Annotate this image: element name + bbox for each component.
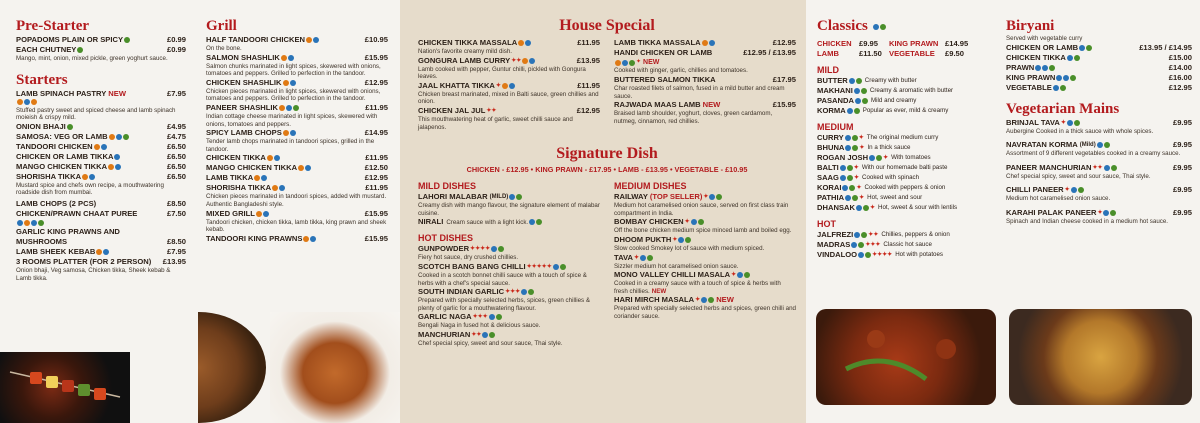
menu-item: JAAL KHATTA TIKKA ✦ £11.95 — [418, 80, 600, 90]
item-description: Chicken pieces marinated in light spices, skewered with onions, tomatoes and peppers. Grilled to perfection in the tandoor. — [206, 87, 381, 103]
subheading-mild: MILD DISHES — [418, 181, 477, 192]
menu-item: CHICKEN/PRAWN CHAAT PUREE £7.50 — [16, 208, 186, 218]
menu-item: TAVA ✦ — [614, 253, 796, 263]
menu-item: SOUTH INDIAN GARLIC ✦✦✦ — [418, 287, 600, 297]
menu-item: CHICKEN TIKKA £15.00 — [1006, 52, 1192, 62]
tandoori-pot-photo — [198, 312, 266, 423]
signature-prices: CHICKEN - £12.95 • KING PRAWN - £17.95 • LAMB - £13.95 • VEGETABLE - £10.95 — [466, 165, 748, 175]
tandoori-chicken-photo — [270, 312, 400, 423]
menu-item: GUNPOWDER ✦✦✦✦ — [418, 244, 600, 254]
menu-item: NIRALI Cream sauce with a light kick. — [418, 217, 600, 227]
menu-item: KING PRAWN £16.00 — [1006, 72, 1192, 82]
item-description: Fiery hot sauce, dry crushed chillies. — [418, 254, 519, 262]
item-description: Medium hot caramelised onion sauce, served on first class train compartment in India. — [614, 202, 789, 217]
item-description: Cooked in a creamy sauce with a touch of spice & herbs with fresh chillies. NEW — [614, 280, 781, 295]
item-description: Braised lamb shoulder, yoghurt, cloves, green cardamom, nutmeg, cinnamon, red chillies. — [614, 110, 773, 125]
menu-item: BOMBAY CHICKEN ✦ — [614, 217, 796, 227]
item-description: Mango, mint, onion, mixed pickle, green yoghurt sauce. — [16, 55, 168, 62]
subheading-medium: MEDIUM DISHES — [614, 181, 687, 192]
menu-item: LAMB TIKKA £12.95 — [206, 173, 388, 183]
item-description: Creamy dish with mango flavour, the signature element of malabar cuisine. — [418, 202, 600, 217]
menu-item: EACH CHUTNEY £0.99 — [16, 45, 186, 54]
item-description: Cooked in a scotch bonnet chilli sauce with a touch of spice & herbs with a chef's special sauce. — [418, 271, 587, 287]
menu-item: RAILWAY (TOP SELLER) ✦ — [614, 192, 796, 202]
menu-item: LAMB CHOPS (2 PCS) £8.50 — [16, 198, 186, 208]
menu-item: MANCHURIAN ✦✦ — [418, 330, 600, 340]
menu-item: CHICKEN JAL JUL ✦✦ £12.95 — [418, 105, 600, 115]
menu-item: NAVRATAN KORMA (Mild) £9.95 — [1006, 140, 1192, 150]
curry-photo — [816, 309, 996, 405]
menu-item: KORAI ✦ Cooked with peppers & onion — [817, 183, 946, 192]
item-description: Chef special spicy, sweet and sour sauce, Thai style. — [418, 339, 563, 347]
menu-item: SHORISHA TIKKA £11.95 — [206, 183, 388, 193]
menu-item: CHICKEN TIKKA MASSALA £11.95 — [418, 38, 600, 47]
menu-item: PASANDA Mild and creamy — [817, 96, 917, 105]
subheading-hot: HOT — [817, 219, 836, 229]
menu-item: JALFREZI ✦✦ Chillies, peppers & onion — [817, 230, 950, 239]
menu-item: 3 ROOMS PLATTER (FOR 2 PERSON) £13.95 — [16, 256, 186, 266]
new-badge: NEW — [643, 59, 660, 67]
item-description: Bengali Naga in fused hot & delicious sauce. — [418, 322, 541, 330]
menu-item: CHICKEN TIKKA £11.95 — [206, 153, 388, 163]
menu-item: SPICY LAMB CHOPS £14.95 — [206, 128, 388, 138]
menu-item: TANDOORI CHICKEN £6.50 — [16, 141, 186, 151]
item-description: Tender lamb chops marinated in tandoori spices, grilled in the tandoor. — [206, 138, 375, 153]
menu-item: BUTTER Creamy with butter — [817, 76, 917, 85]
menu-item: BALTI ✦ With our homemade balti paste — [817, 163, 948, 172]
section-title-vegetarian: Vegetarian Mains — [1006, 100, 1120, 117]
item-description: Aubergine Cooked in a thick sauce with whole spices. — [1006, 127, 1154, 135]
menu-item: GARLIC NAGA ✦✦✦ — [418, 312, 600, 322]
item-description: Cooked with ginger, garlic, chillies and tomatoes. — [614, 67, 748, 75]
menu-item: MAKHANI Creamy & aromatic with butter — [817, 86, 954, 95]
gluten-icon — [31, 99, 37, 105]
item-description: Salmon chunks marinated in light spices, skewered with onions, tomatoes and peppers. Grilled to perfection in the tandoor. — [206, 62, 381, 78]
menu-item: CHICKEN OR LAMB TIKKA £6.50 — [16, 151, 186, 161]
menu-item: SCOTCH BANG BANG CHILLI ✦✦✦✦✦ — [418, 262, 600, 272]
biryani-photo — [1009, 309, 1192, 405]
menu-item: CHILLI PANEER ✦ £9.95 — [1006, 185, 1192, 195]
menu-item: KARAHI PALAK PANEER ✦ £9.95 — [1006, 207, 1192, 217]
menu-item: SAMOSA: VEG OR LAMB £4.75 — [16, 131, 186, 141]
section-title-starters: Starters — [16, 71, 68, 88]
item-description: Chicken pieces marinated in tandoori spices, added with mustard. Authentic Bangladeshi style. — [206, 193, 387, 208]
menu-item: PATHIA ✦ Hot, sweet and sour — [817, 193, 923, 202]
subheading-mild: MILD — [817, 65, 839, 75]
item-description: Mustard spice and chefs own recipe, a mouthwatering roadside dish from mumbai. — [16, 181, 164, 197]
menu-item: GARLIC KING PRAWNS AND MUSHROOMS £8.50 — [16, 226, 186, 246]
item-description: Sizzler medium hot caramelised onion sauce. — [614, 262, 739, 270]
item-description: On the bone. — [206, 45, 242, 52]
menu-item: SALMON SHASHLIK £15.95 — [206, 52, 388, 62]
menu-item: MANGO CHICKEN TIKKA £12.50 — [206, 163, 388, 173]
item-description: Chef special spicy, sweet and sour sauce, Thai style. — [1006, 172, 1151, 180]
item-description: Assortment of 9 different vegetables cooked in a creamy sauce. — [1006, 150, 1181, 158]
item-description: Slow cooked Smokey lot of sauce with medium spiced. — [614, 244, 765, 252]
menu-item: LAMB SPINACH PASTRY NEW £7.95 — [16, 88, 186, 98]
menu-item: PANEER MANCHURIAN ✦✦ £9.95 — [1006, 162, 1192, 172]
biryani-subtitle: Served with vegetable curry — [1006, 35, 1083, 42]
item-description: This mouthwatering heat of garlic, sweet chilli sauce and jalapenos. — [418, 115, 573, 131]
menu-item: LAMB TIKKA MASSALA £12.95 — [614, 38, 796, 47]
menu-item: KORMA Popular as ever, mild & creamy — [817, 106, 949, 115]
item-description: Medium hot caramelised onion sauce. — [1006, 195, 1111, 203]
menu-item: MONO VALLEY CHILLI MASALA ✦ — [614, 270, 796, 280]
menu-item: LAHORI MALABAR (MILD) — [418, 192, 600, 202]
item-description: Off the bone chicken medium spice minced lamb and boiled egg. — [614, 227, 792, 235]
menu-item: CURRY ✦ The original medium curry — [817, 133, 939, 142]
panel-specials: House Special CHICKEN TIKKA MASSALA £11.95 Nation's favorite creamy mild dish. GONGURA LAMB CURRY ✦✦ £13.95 Lamb cooked with pepper, Guntur chilli, pickled with Gongura leaves. JAAL KHATTA TIKKA ✦ £11.95 Chicken breast marinated, mixed in Balti sauce, green chillies and onion. CHICKEN JAL JUL ✦✦ £12.95 This mouthwatering heat of garlic, sweet chilli sauce and jalapenos. LAMB TIKKA MASSALA £12.95 HANDI CHICKEN OR LAMB £12.95 / £13.95 ✦ NEW Cooked with ginger, garlic, chillies and tomatoes. BUTTERED SALMON TIKKA £17.95 Char roasted filets of salmon, fused in a mild butter and cream sauce. RAJWADA MAAS LAMB NEW £15.95 Braised lamb shoulder, yoghurt, cloves, green cardamom, nutmeg, cinnamon, red chillies. Signature Dish CHICKEN - £12.95 • KING PRAWN - £17.95 • LAMB - £13.95 • VEGETABLE - £10.95 MILD DISHES LAHORI MALABAR (MILD) Creamy dish with mango flavour, the signature element of malabar cuisine. NIRALI Cream sauce with a light kick. HOT DISHES GUNPOWDER ✦✦✦✦ Fiery hot sauce, dry crushed chillies. SCOTCH BANG BANG CHILLI ✦✦✦✦✦ Cooked in a scotch bonnet chilli sauce with a touch of spice & herbs with a chef's special sauce. SOUTH INDIAN GARLIC ✦✦✦ Prepared with specially selected herbs, spices, green chillies & plenty of garlic for a mouthwatering flavour. GARLIC NAGA ✦✦✦ Bengali Naga in fused hot & delicious sauce. MANCHURIAN ✦✦ Chef special spicy, sweet and sour sauce, Thai style. MEDIUM DISHES RAILWAY (TOP SELLER) ✦ Medium hot caramelised onion sauce, served on first class train compartment in India. BOMBAY CHICKEN ✦ Off the bone chicken medium spice minced lamb and boiled egg. DHOOM PUKTH ✦ Slow cooked Smokey lot of sauce with medium spiced. TAVA ✦ Sizzler medium hot caramelised onion sauce. MONO VALLEY CHILLI MASALA ✦ Cooked in a creamy sauce with a touch of spice & herbs with fresh chillies. NEW HARI MIRCH MASALA ✦ NEW Prepared with specially selected herbs and spices, green chilli and coriander sauce. — [400, 0, 806, 423]
menu-item: DHOOM PUKTH ✦ — [614, 235, 796, 245]
item-description: Stuffed pastry sweet and spiced cheese and lamb spinach moieish & crispy mild. — [16, 106, 176, 122]
menu-item: POPADOMS PLAIN OR SPICY £0.99 — [16, 35, 186, 44]
menu-item: VINDALOO ✦✦✦✦ Hot with potatoes — [817, 250, 944, 259]
menu-item: LAMB SHEEK KEBAB £7.95 — [16, 246, 186, 256]
menu-item: MANGO CHICKEN TIKKA £6.50 — [16, 161, 186, 171]
menu-item: TANDOORI KING PRAWNS £15.95 — [206, 233, 388, 243]
classics-prices: CHICKEN £9.95 KING PRAWN £14.95 LAMB £11.50 VEGETABLE £9.50 — [817, 39, 969, 58]
item-description: Prepared with specially selected herbs and spices, green chilli and coriander sauce. — [614, 305, 796, 320]
menu-item: BRINJAL TAVA ✦ £9.95 — [1006, 117, 1192, 127]
section-title-grill: Grill — [206, 18, 237, 34]
item-description: Nation's favorite creamy mild dish. — [418, 48, 513, 55]
item-description: Chicken breast marinated, mixed in Balti sauce, green chillies and onion. — [418, 90, 599, 106]
item-description: Char roasted filets of salmon, fused in a mild butter and cream sauce. — [614, 84, 785, 100]
menu-item: CHICKEN OR LAMB £13.95 / £14.95 — [1006, 42, 1192, 52]
panel-grill — [198, 0, 400, 423]
item-description: Spinach and Indian cheese cooked in a medium hot sauce. — [1006, 217, 1169, 225]
menu-item: DHANSAK ✦ Hot, sweet & sour with lentils — [817, 203, 958, 212]
menu-item: MADRAS ✦✦✦ Classic hot sauce — [817, 240, 932, 249]
item-description: Lamb cooked with pepper, Guntur chilli, pickled with Gongura leaves. — [418, 65, 586, 81]
menu-item: SAAG ✦ Cooked with spinach — [817, 173, 920, 182]
subheading-hot: HOT DISHES — [418, 233, 474, 244]
section-title-prestarter: Pre-Starter — [16, 18, 90, 34]
menu-item: VEGETABLE £12.95 — [1006, 82, 1192, 92]
item-description: Prepared with specially selected herbs, spices, green chillies & plenty of garlic for a mouthwatering flavour. — [418, 297, 590, 312]
menu-item: SHORISHA TIKKA £6.50 — [16, 171, 186, 181]
menu-item: ROGAN JOSH ✦ With tomatoes — [817, 153, 931, 162]
menu-item: BUTTERED SALMON TIKKA £17.95 — [614, 74, 796, 84]
menu-item: HARI MIRCH MASALA ✦ NEW — [614, 295, 734, 305]
section-title-house-special: House Special — [559, 17, 655, 34]
menu-item: GONGURA LAMB CURRY ✦✦ £13.95 — [418, 55, 600, 65]
nut-icon — [17, 99, 23, 105]
subheading-medium: MEDIUM — [817, 122, 854, 132]
menu-item: HALF TANDOORI CHICKEN £10.95 — [206, 35, 388, 44]
kebab-skewer-photo — [0, 352, 130, 423]
section-title-classics: Classics — [817, 17, 994, 35]
item-description: Tandoori chicken, chicken tikka, lamb tikka, king prawn and sheek kebab. — [206, 218, 387, 234]
item-description: Indian cottage cheese marinated in light spices, skewered with onions, tomatoes and peppers. — [206, 112, 378, 128]
menu-item: CHICKEN SHASHLIK £12.95 — [206, 77, 388, 87]
menu-item: HANDI CHICKEN OR LAMB £12.95 / £13.95 — [614, 48, 796, 57]
panel-biryani-veg — [1002, 0, 1200, 423]
panel-classics — [806, 0, 1002, 423]
menu-item: ONION BHAJI £4.95 — [16, 121, 186, 131]
item-description: Onion bhaji, Veg samosa, Chicken tikka, Sheek kebab & Lamb tikka. — [16, 266, 171, 282]
section-title-biryani: Biryani — [1006, 18, 1055, 34]
section-title-signature: Signature Dish — [556, 145, 658, 163]
menu-item: RAJWADA MAAS LAMB NEW £15.95 — [614, 100, 796, 110]
menu-item: BHUNA ✦ In a thick sauce — [817, 143, 911, 152]
menu-item: MIXED GRILL £15.95 — [206, 208, 388, 218]
panel-starters — [0, 0, 198, 423]
menu-item: PANEER SHASHLIK £11.95 — [206, 102, 388, 112]
menu-item: PRAWN £14.00 — [1006, 62, 1192, 72]
dairy-icon — [24, 99, 30, 105]
